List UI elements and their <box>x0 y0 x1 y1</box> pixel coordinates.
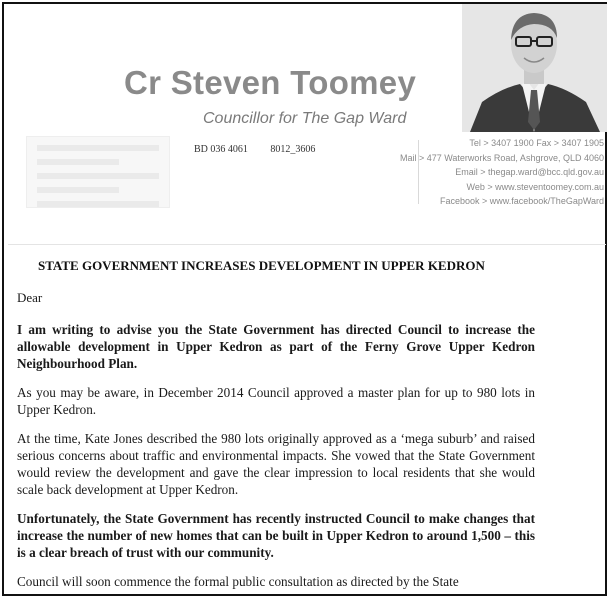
body-paragraph: At the time, Kate Jones described the 980 lots originally approved as a ‘mega suburb’ and raised serious concerns about traffic and environmental impacts. She vowed that the State Government would review the development and gave the clear impression to local residents that she would scale back development at Upper Kedron. <box>17 431 535 497</box>
body-paragraph: Council will soon commence the formal public consultation as directed by the State <box>17 574 459 589</box>
contact-mail: Mail > 477 Waterworks Road, Ashgrove, QLD 4060 <box>399 152 604 163</box>
body-paragraph: As you may be aware, in December 2014 Council approved a master plan for up to 980 lots in Upper Kedron. <box>17 385 535 417</box>
faded-address-block <box>26 136 170 208</box>
contact-web: Web > www.steventoomey.com.au <box>466 181 604 192</box>
councillor-name: Cr Steven Toomey <box>124 64 417 101</box>
contact-email: Email > thegap.ward@bcc.qld.gov.au <box>455 167 604 177</box>
contact-phone-fax: Tel > 3407 1900 Fax > 3407 1905 <box>469 138 604 148</box>
letterhead-separator <box>8 244 606 245</box>
reference-numbers <box>194 144 335 155</box>
portrait-image <box>462 4 607 132</box>
body-paragraph: Unfortunately, the State Government has recently instructed Council to make changes that increase the number of new homes that can be built in Upper Kedron to around 1,500 – this is a clear breach of trust with our community. <box>17 511 535 560</box>
body-paragraph: I am writing to advise you the State Government has directed Council to increase the allowable development in Upper Kedron as part of the Ferny Grove Upper Kedron Neighbourhood Plan. <box>17 322 535 371</box>
councillor-photo <box>462 4 607 132</box>
reference-number: 8012_3606 <box>270 144 316 155</box>
letter-body <box>17 321 535 602</box>
councillor-role: Councillor for The Gap Ward <box>203 110 407 127</box>
contact-facebook: Facebook > www.facebook/TheGapWard <box>440 196 604 206</box>
letter-heading: STATE GOVERNMENT INCREASES DEVELOPMENT IN UPPER KEDRON <box>38 258 485 273</box>
salutation: Dear <box>17 290 43 305</box>
contact-details <box>400 136 604 209</box>
reference-number: BD 036 4061 <box>194 144 248 155</box>
